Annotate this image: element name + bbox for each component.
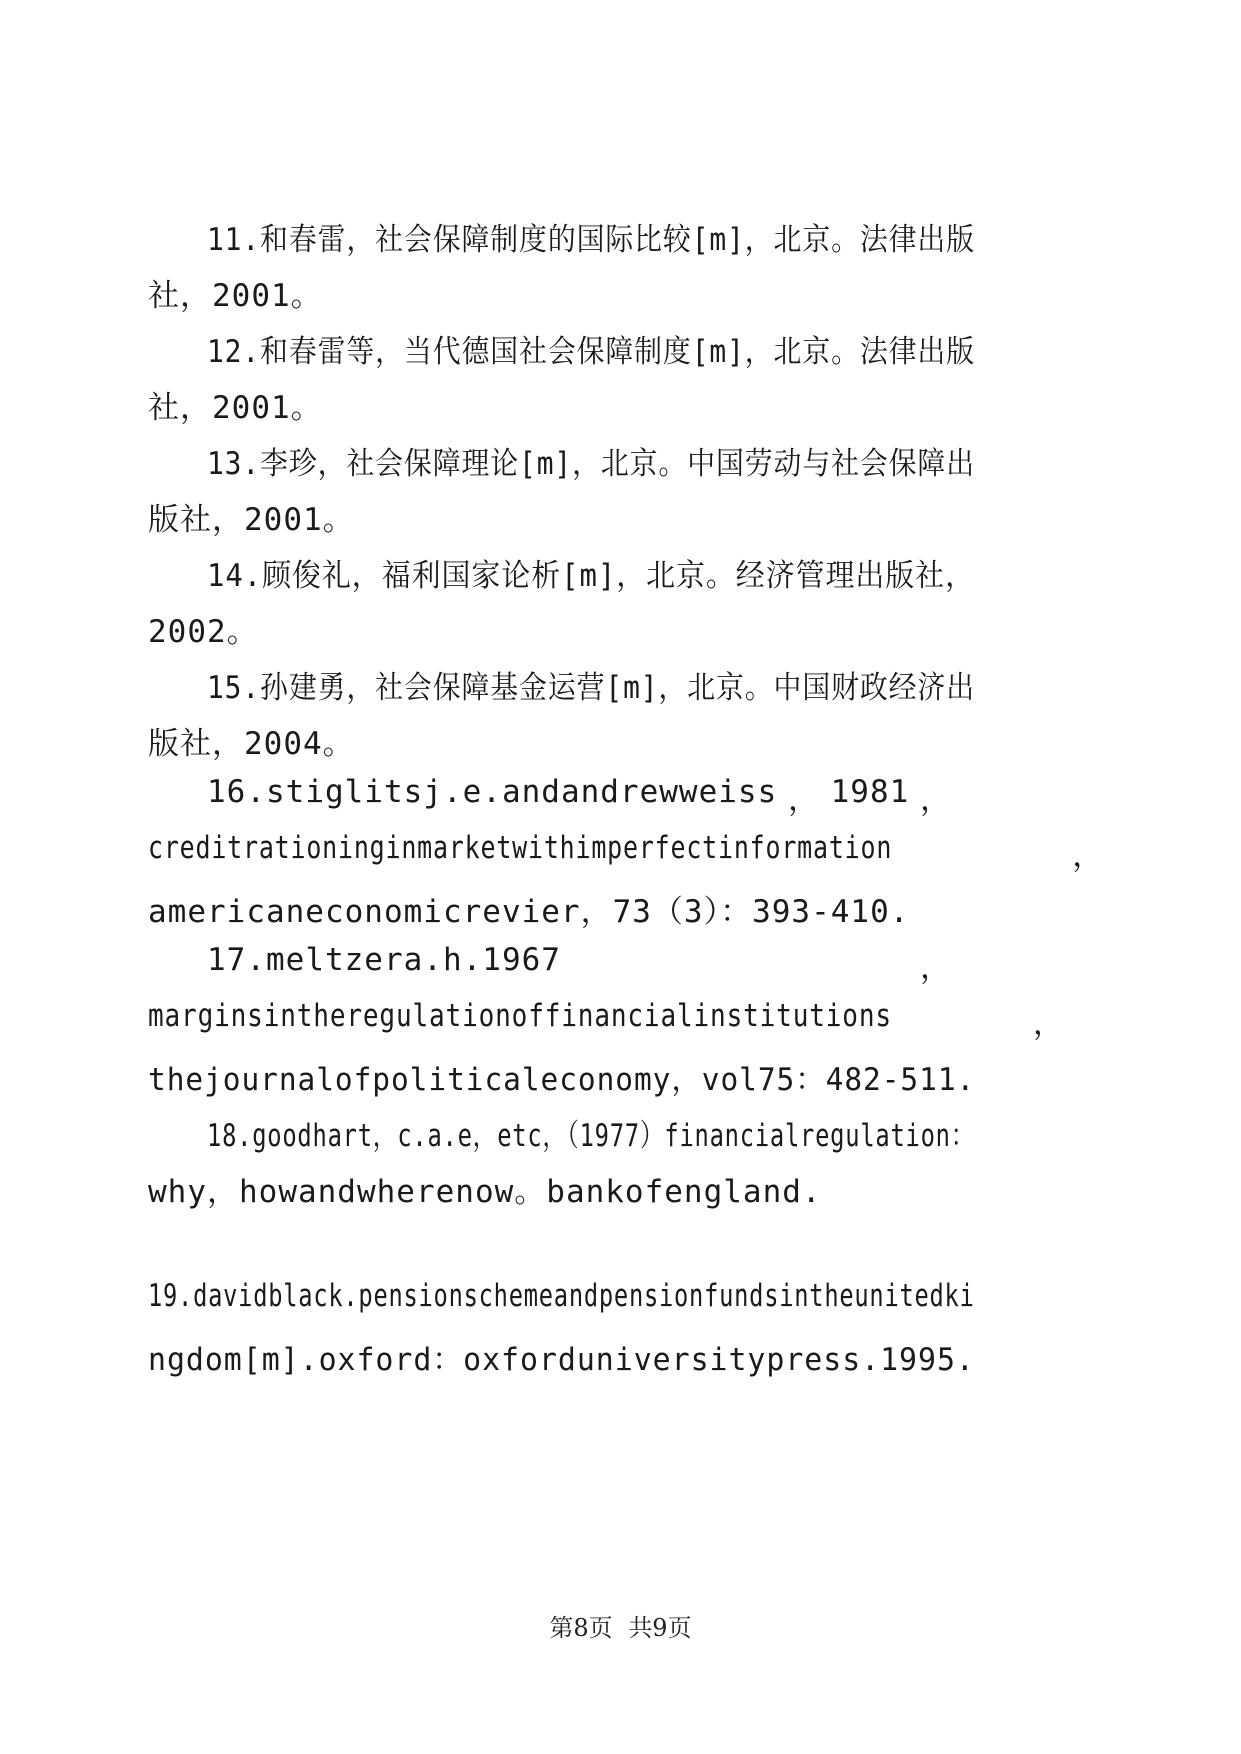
reference-line xyxy=(207,774,952,819)
reference-punct: ， xyxy=(1072,838,1105,874)
reference-line: 19.davidblack.pensionschemeandpensionfundsintheunitedki xyxy=(148,1278,975,1314)
reference-line xyxy=(148,830,1105,875)
reference-line: 社，2001。 xyxy=(148,278,323,314)
reference-line: 11.和春雷，社会保障制度的国际比较[m]，北京。法律出版 xyxy=(207,222,975,258)
reference-text: marginsintheregulationoffinancialinstitutions xyxy=(148,998,892,1034)
reference-text: creditrationinginmarketwithimperfectinformation xyxy=(148,830,893,866)
reference-line: 13.李珍，社会保障理论[m]，北京。中国劳动与社会保障出 xyxy=(207,446,975,482)
reference-punct: ， xyxy=(920,950,952,986)
reference-line: 2002。 xyxy=(148,614,259,650)
reference-line: 18.goodhart，c.a.e，etc，（1977）financialregulation： xyxy=(207,1118,976,1154)
reference-line: 社，2001。 xyxy=(148,390,323,426)
page-number: 第8页 xyxy=(549,1614,613,1642)
reference-line: 14.顾俊礼，福利国家论析[m]，北京。经济管理出版社， xyxy=(207,558,975,594)
reference-line: 版社，2004。 xyxy=(148,726,355,762)
reference-punct: ， xyxy=(787,782,820,818)
reference-line: why，howandwherenow。bankofengland. xyxy=(148,1174,822,1210)
reference-line xyxy=(207,942,952,987)
reference-line: 12.和春雷等，当代德国社会保障制度[m]，北京。法律出版 xyxy=(207,334,975,370)
reference-line: 版社，2001。 xyxy=(148,502,355,538)
reference-line xyxy=(148,998,1065,1043)
reference-year: 1981 xyxy=(830,774,910,810)
reference-line: 15.孙建勇，社会保障基金运营[m]，北京。中国财政经济出 xyxy=(207,670,975,706)
reference-punct: ， xyxy=(1032,1006,1065,1042)
reference-punct: ， xyxy=(919,782,952,818)
reference-line: thejournalofpoliticaleconomy，vol75：482-511. xyxy=(148,1062,976,1098)
reference-text: 16.stiglitsj.e.andandrewweiss xyxy=(207,774,778,810)
page-total: 共9页 xyxy=(628,1614,692,1642)
reference-line: americaneconomicrevier，73（3）：393-410. xyxy=(148,894,910,930)
reference-text: 17.meltzera.h.1967 xyxy=(207,942,561,978)
page-footer xyxy=(0,1608,1241,1643)
reference-line: ngdom[m].oxford：oxforduniversitypress.1995. xyxy=(148,1342,975,1378)
